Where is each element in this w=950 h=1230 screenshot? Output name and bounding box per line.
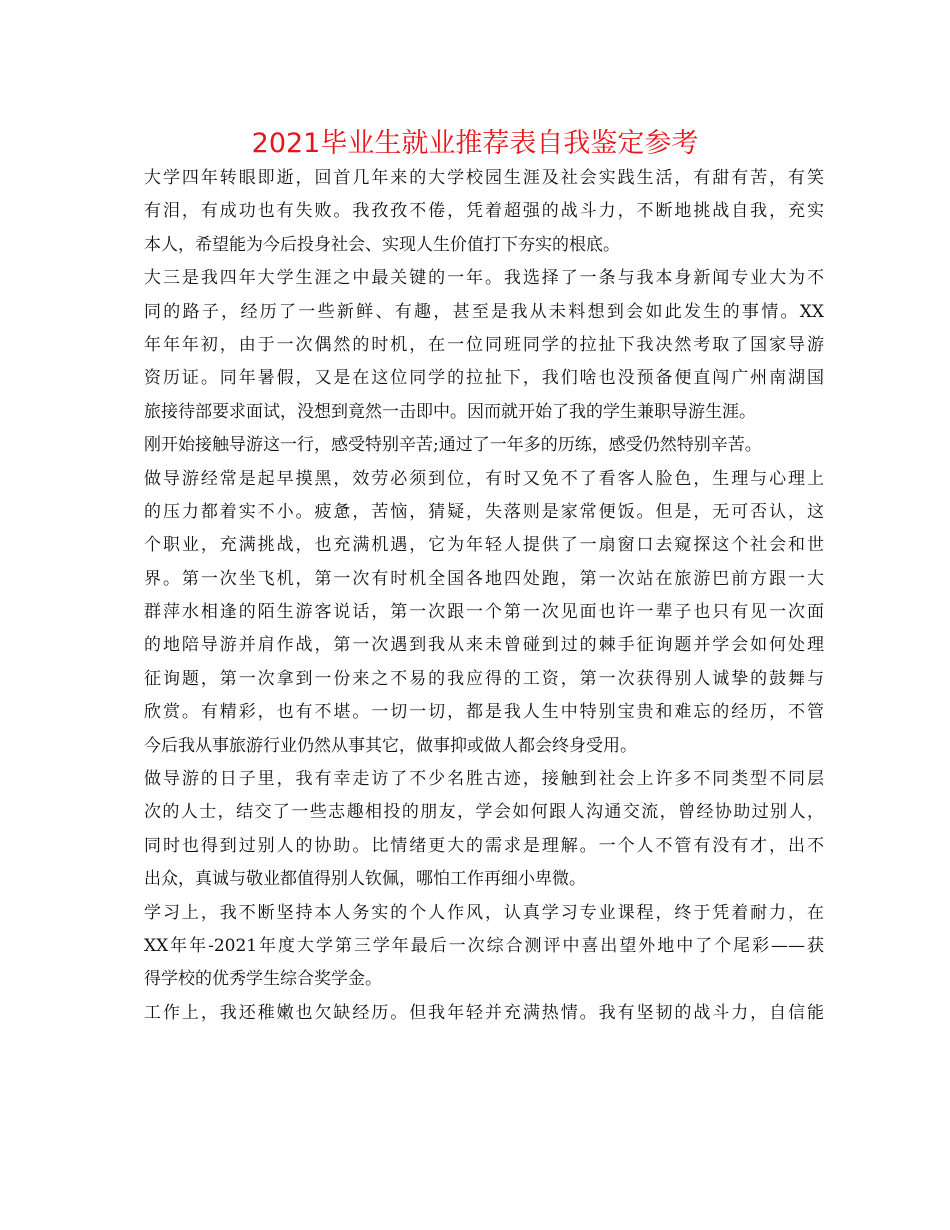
document-title: 2021毕业生就业推荐表自我鉴定参考 (251, 128, 699, 159)
text-line: 大学四年转眼即逝，回首几年来的大学校园生涯及社会实践生活，有甜有苦，有笑 (144, 168, 824, 188)
text-line: 次的人士，结交了一些志趣相投的朋友，学会如何跟人沟通交流，曾经协助过别人， (144, 802, 824, 823)
text-line: 界。第一次坐飞机，第一次有时机全国各地四处跑，第一次站在旅游巴前方跟一大 (144, 568, 824, 589)
text-line: 欣赏。有精彩，也有不堪。一切一切，都是我人生中特别宝贵和难忘的经历，不管 (144, 702, 824, 723)
text-line: 今后我从事旅游行业仍然从事其它，做事抑或做人都会终身受用。 (144, 735, 637, 756)
text-line: 征询题，第一次拿到一份来之不易的我应得的工资，第一次获得别人诚挚的鼓舞与 (144, 668, 824, 689)
text-line: 得学校的优秀学生综合奖学金。 (144, 969, 382, 990)
text-line: 资历证。同年暑假，又是在这位同学的拉扯下，我们啥也没预备便直闯广州南湖国 (144, 368, 824, 389)
text-line: 本人，希望能为今后投身社会、实现人生价值打下夯实的根底。 (144, 234, 620, 255)
text-line: 同的路子，经历了一些新鲜、有趣，甚至是我从未料想到会如此发生的事情。XX (144, 301, 824, 322)
text-line: 个职业，充满挑战，也充满机遇，它为年轻人提供了一扇窗口去窥探这个社会和世 (144, 535, 824, 556)
text-line: 做导游的日子里，我有幸走访了不少名胜古迹，接触到社会上许多不同类型不同层 (144, 769, 824, 790)
text-line: 学习上，我不断坚持本人务实的个人作风，认真学习专业课程，终于凭着耐力，在 (144, 902, 824, 923)
text-line: 群萍水相逢的陌生游客说话，第一次跟一个第一次见面也许一辈子也只有见一次面 (144, 602, 824, 623)
text-line: 做导游经常是起早摸黑，效劳必须到位，有时又免不了看客人脸色，生理与心理上 (144, 468, 824, 489)
text-line: XX年年-2021年度大学第三学年最后一次综合测评中喜出望外地中了个尾彩——获 (144, 935, 824, 956)
text-line: 的压力都着实不小。疲惫，苦恼，猜疑，失落则是家常便饭。但是，无可否认，这 (144, 501, 824, 522)
text-line: 旅接待部要求面试，没想到竟然一击即中。因而就开始了我的学生兼职导游生涯。 (144, 401, 756, 422)
document-body (144, 162, 824, 1030)
text-line: 的地陪导游并肩作战，第一次遇到我从来未曾碰到过的棘手征询题并学会如何处理 (144, 635, 824, 656)
text-line: 有泪，有成功也有失败。我孜孜不倦，凭着超强的战斗力，不断地挑战自我，充实 (144, 201, 824, 222)
text-line: 大三是我四年大学生涯之中最关键的一年。我选择了一条与我本身新闻专业大为不 (144, 268, 824, 289)
text-line: 工作上，我还稚嫩也欠缺经历。但我年轻并充满热情。我有坚韧的战斗力，自信能 (144, 1002, 824, 1023)
text-line: 出众，真诚与敬业都值得别人钦佩，哪怕工作再细小卑微。 (144, 869, 586, 890)
text-line: 同时也得到过别人的协助。比情绪更大的需求是理解。一个人不管有没有才，出不 (144, 835, 824, 856)
text-line: 年年年初，由于一次偶然的时机，在一位同班同学的拉扯下我决然考取了国家导游 (144, 334, 824, 355)
text-line: 刚开始接触导游这一行，感受特别辛苦;通过了一年多的历练，感受仍然特别辛苦。 (144, 435, 762, 456)
